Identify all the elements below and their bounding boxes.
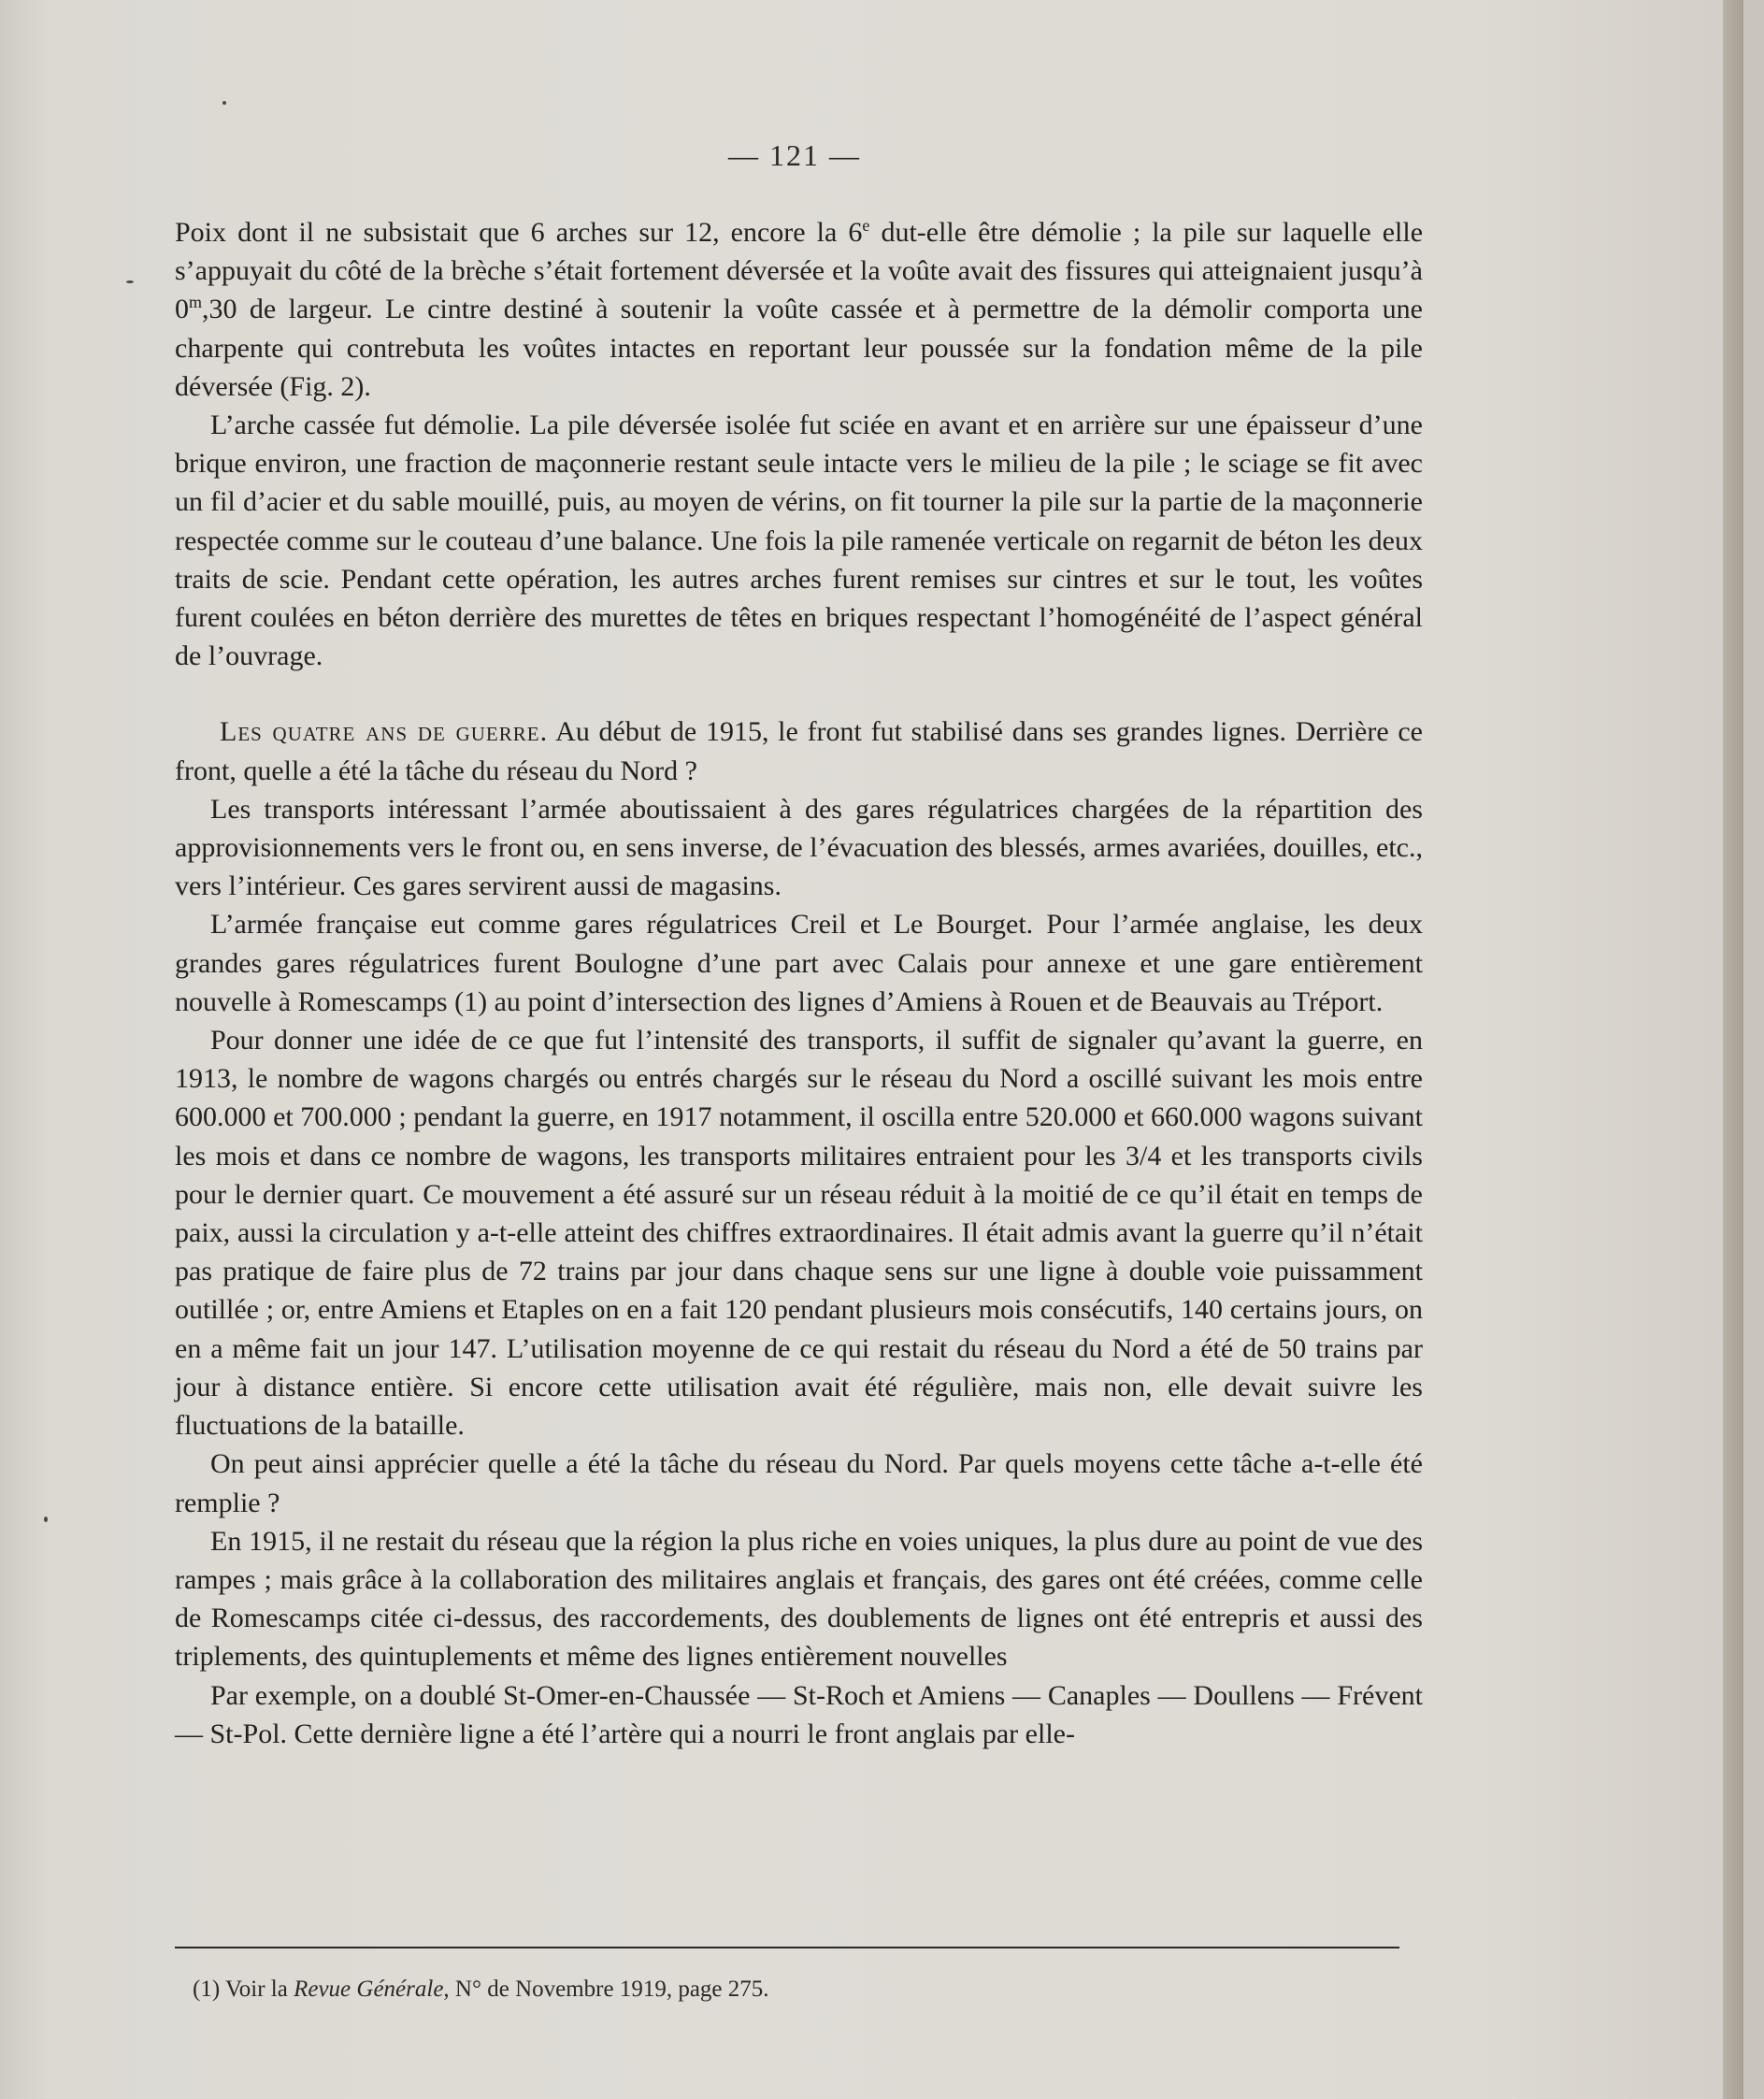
paragraph-7: On peut ainsi apprécier quelle a été la tâche du réseau du Nord. Par quels moyens cette tâche a-t-elle été remplie ? xyxy=(175,1448,1423,1518)
section-heading: Les quatre ans de guerre. xyxy=(220,716,549,748)
page-number: — 121 — xyxy=(728,138,861,172)
ink-speck xyxy=(44,1517,48,1522)
paragraph-1-part-a: Poix dont il ne subsistait que 6 arches sur 12, encore la 6 xyxy=(175,217,863,248)
footnote xyxy=(193,1977,1408,2003)
paragraph-6: Pour donner une idée de ce que fut l’intensité des transports, il suffit de signaler qu’avant la guerre, en 1913, le nombre de wagons chargés ou entrés chargés sur le réseau du Nord a oscillé suivant les mois entre 600.000 et 700.000 ; pendant la guerre, en 1917 notamment, il oscilla entre 520.000 et 660.000 wagons suivant les mois et dans ce nombre de wagons, les transports militaires entraient pour les 3/4 et les transports civils pour le dernier quart. Ce mouvement a été assuré sur un réseau réduit à la moitié de ce qu’il était en temps de paix, aussi la circulation y a-t-elle atteint des chiffres extraordinaires. Il était admis avant la guerre qu’il n’était pas pratique de faire plus de 72 trains par jour dans chaque sens sur une ligne à double voie puissamment outillée ; or, entre Amiens et Etaples on en a fait 120 pendant plusieurs mois consécutifs, 140 certains jours, on en a même fait un jour 147. L’utilisation moyenne de ce qui restait du réseau du Nord a été de 50 trains par jour à distance entière. Si encore cette utilisation avait été régulière, mais non, elle devait suivre les fluctuations de la bataille. xyxy=(175,1025,1423,1442)
footnote-rest: , N° de Novembre 1919, page 275. xyxy=(443,1977,769,2002)
superscript-e: e xyxy=(862,216,870,235)
superscript-m: m xyxy=(189,293,203,312)
paragraph-4: Les transports intéressant l’armée aboutissaient à des gares régulatrices chargées de la répartition des approvisionnements vers le front ou, en sens inverse, de l’évacuation des blessés, armes avariées, douilles, etc., vers l’intérieur. Ces gares servirent aussi de magasins. xyxy=(175,793,1423,902)
footnote-title: Revue Générale xyxy=(294,1977,444,2002)
paragraph-1-part-b: dut-elle être démolie ; la pile sur laquelle elle s’appuyait du côté de la brèche s’était fortement déversée et la voûte avait des fissures qui atteignaient jusqu’à 0 xyxy=(175,217,1424,325)
ink-speck xyxy=(222,101,226,105)
paragraph-1 xyxy=(175,213,1423,406)
paragraph-9: Par exemple, on a doublé St-Omer-en-Chaussée — St-Roch et Amiens — Canaples — Doullens — Frévent — St-Pol. Cette dernière ligne a été l’artère qui a nourri le front anglais par elle- xyxy=(175,1679,1423,1749)
page-edge-shadow xyxy=(1723,0,1743,2099)
ink-speck xyxy=(126,280,134,283)
footnote-marker: (1) Voir la xyxy=(193,1977,294,2002)
body-text xyxy=(175,213,1423,1753)
paragraph-8: En 1915, il ne restait du réseau que la région la plus riche en voies uniques, la plus dure au point de vue des rampes ; mais grâce à la collaboration des militaires anglais et français, des gares ont été créées, comme celle de Romescamps citée ci-dessus, des raccordements, des doublements de lignes ont été entrepris et aussi des triplements, des quintuplements et même des lignes entièrement nouvelles xyxy=(175,1525,1423,1673)
paragraph-3 xyxy=(175,712,1423,789)
paragraph-3-text: Au début de 1915, le front fut stabilisé dans ses grandes lignes. Derrière ce front, quelle a été la tâche du réseau du Nord ? xyxy=(175,716,1423,786)
paragraph-5: L’armée française eut comme gares régulatrices Creil et Le Bourget. Pour l’armée anglaise, les deux grandes gares régulatrices furent Boulogne d’une part avec Calais pour annexe et une gare entièrement nouvelle à Romescamps (1) au point d’intersection des lignes d’Amiens à Rouen et de Beauvais au Tréport. xyxy=(175,909,1423,1017)
footnote-rule xyxy=(175,1947,1399,1948)
paragraph-2: L’arche cassée fut démolie. La pile déversée isolée fut sciée en avant et en arrière sur une épaisseur d’une brique environ, une fraction de maçonnerie restant seule intacte vers le milieu de la pile ; le sciage se fit avec un fil d’acier et du sable mouillé, puis, au moyen de vérins, on fit tourner la pile sur la partie de la maçonnerie respectée comme sur le couteau d’une balance. Une fois la pile ramenée verticale on regarnit de béton les deux traits de scie. Pendant cette opération, les autres arches furent remises sur cintres et sur le tout, les voûtes furent coulées en béton derrière des murettes de têtes en briques respectant l’homogénéité de l’aspect général de l’ouvrage. xyxy=(175,410,1423,672)
paragraph-1-part-c: ,30 de largeur. Le cintre destiné à soutenir la voûte cassée et à permettre de la démolir comporta une charpente qui contrebuta les voûtes intactes en reportant leur poussée sur la fondation même de la pile déversée (Fig. 2). xyxy=(175,294,1423,402)
